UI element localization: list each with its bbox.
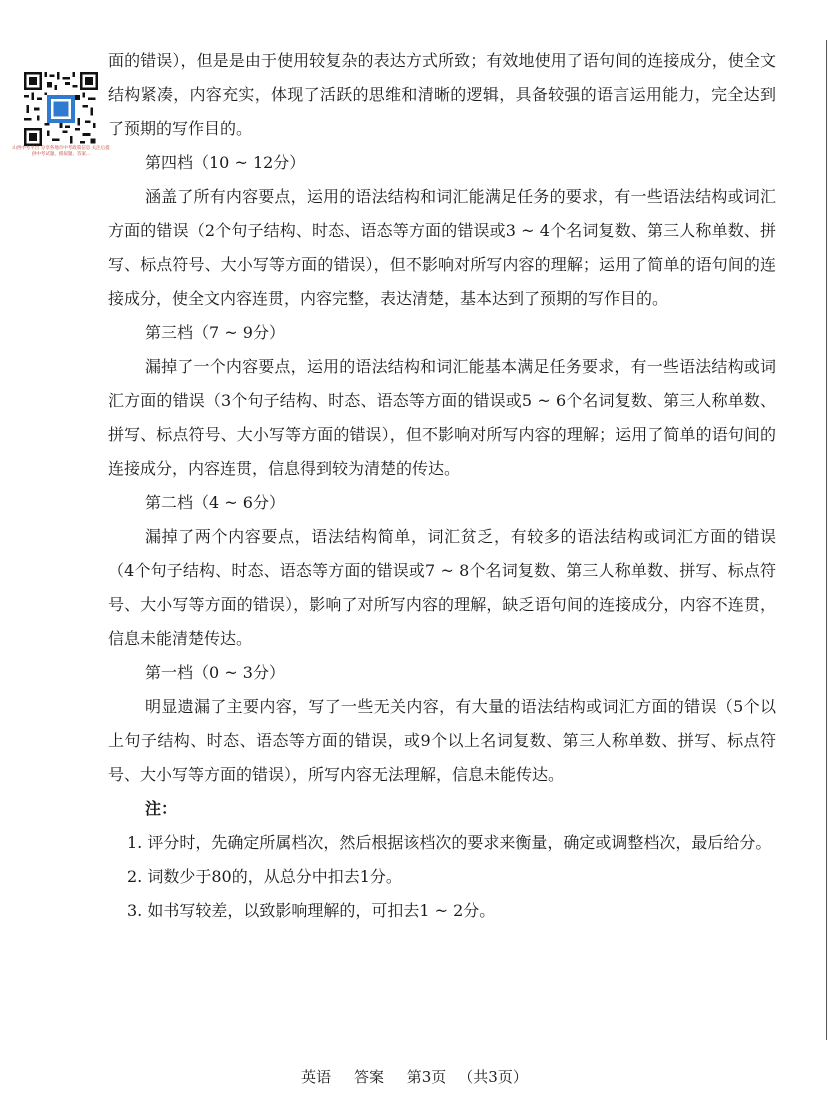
page-right-border [826, 40, 827, 1040]
page-footer [0, 1066, 829, 1087]
footer-page-number: 第3页 [406, 1068, 447, 1086]
footer-total-pages: （共3页） [458, 1068, 528, 1086]
qr-caption: 山西中考平台 分享各地市中考政策信息 关注后提供中考试题、模拟题、答案... [12, 146, 110, 157]
continued-paragraph: 面的错误），但是是由于使用较复杂的表达方式所致；有效地使用了语句间的连接成分，使全文结构紧凑，内容充实，体现了活跃的思维和清晰的逻辑，具备较强的语言运用能力，完全达到了预期的写作目的。 [108, 51, 776, 138]
band-3-description: 漏掉了一个内容要点，运用的语法结构和词汇能基本满足任务要求，有一些语法结构或词汇方面的错误（3个句子结构、时态、语态等方面的错误或5 ~ 6个名词复数、第三人称单数、拼写、标点符号、大小写等方面的错误），但不影响对所写内容的理解；运用了简单的语句间的连接成分，内容连贯，信息得到较为清楚的传达。 [108, 357, 776, 478]
notes-title: 注： [145, 799, 178, 818]
band-1-description: 明显遗漏了主要内容，写了一些无关内容，有大量的语法结构或词汇方面的错误（5个以上句子结构、时态、语态等方面的错误，或9个以上名词复数、第三人称单数、拼写、标点符号、大小写等方面的错误），所写内容无法理解，信息未能传达。 [108, 697, 776, 784]
qr-code-image [24, 72, 98, 146]
note-item-3: 3. 如书写较差，以致影响理解的，可扣去1 ~ 2分。 [127, 901, 496, 920]
footer-type: 答案 [353, 1068, 384, 1086]
note-item-2: 2. 词数少于80的，从总分中扣去1分。 [127, 867, 402, 886]
scoring-criteria-text [108, 44, 776, 928]
band-2-title: 第二档（4 ~ 6分） [145, 493, 285, 512]
band-4-title: 第四档（10 ~ 12分） [145, 153, 306, 172]
footer-subject: 英语 [301, 1068, 332, 1086]
band-1-title: 第一档（0 ~ 3分） [145, 663, 285, 682]
band-2-description: 漏掉了两个内容要点，语法结构简单，词汇贫乏，有较多的语法结构或词汇方面的错误（4个句子结构、时态、语态等方面的错误或7 ~ 8个名词复数、第三人称单数、拼写、标点符号、大小写等方面的错误），影响了对所写内容的理解，缺乏语句间的连接成分，内容不连贯，信息未能清楚传达。 [108, 527, 776, 648]
note-item-1: 1. 评分时，先确定所属档次，然后根据该档次的要求来衡量，确定或调整档次，最后给分。 [127, 833, 772, 852]
band-4-description: 涵盖了所有内容要点，运用的语法结构和词汇能满足任务的要求，有一些语法结构或词汇方面的错误（2个句子结构、时态、语态等方面的错误或3 ~ 4个名词复数、第三人称单数、拼写、标点符号、大小写等方面的错误），但不影响对所写内容的理解；运用了简单的语句间的连接成分，使全文内容连贯，内容完整，表达清楚，基本达到了预期的写作目的。 [108, 187, 776, 308]
band-3-title: 第三档（7 ~ 9分） [145, 323, 285, 342]
